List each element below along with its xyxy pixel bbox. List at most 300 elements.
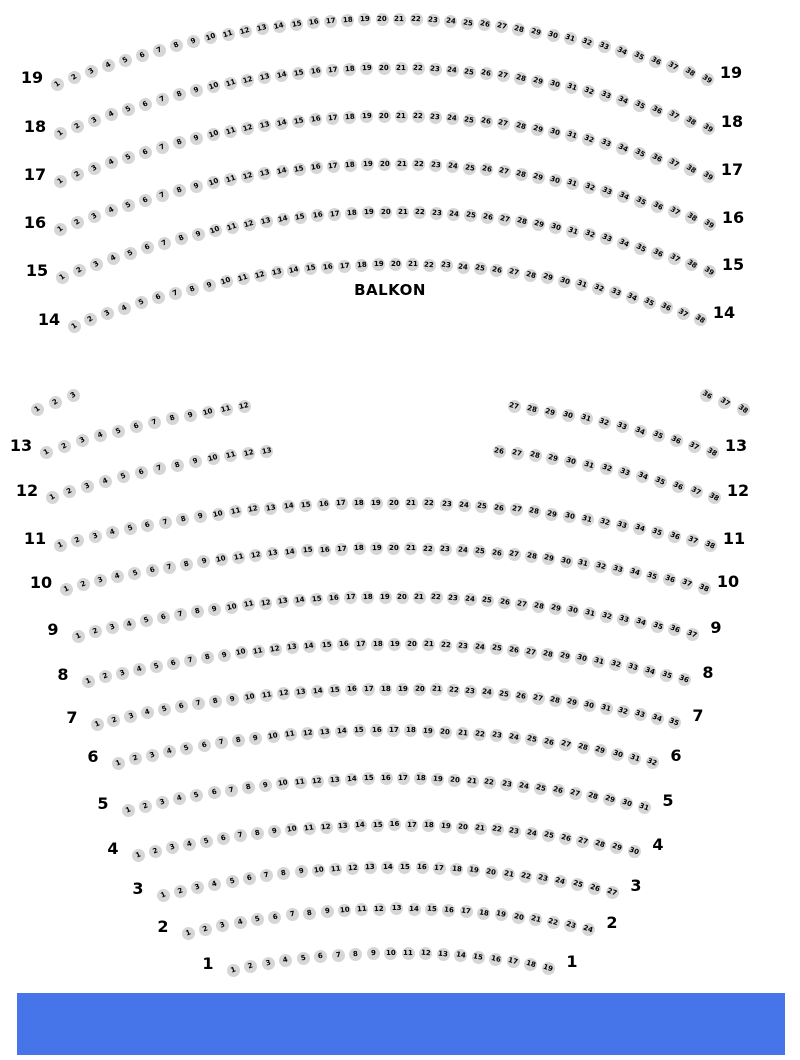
seat-balkon-row17-28[interactable]: [514, 120, 527, 133]
seat-balkon-row15-23[interactable]: [430, 207, 443, 220]
seat-parkett-row11-32[interactable]: [598, 516, 611, 529]
seat-parkett-row7-14[interactable]: [311, 685, 324, 698]
seat-parkett-row4-27[interactable]: [576, 835, 589, 848]
seat-balkon-row15-30[interactable]: [549, 221, 562, 234]
seat-parkett-row7-20[interactable]: [413, 683, 426, 696]
seat-balkon-row16-25[interactable]: [463, 162, 476, 175]
seat-parkett-row13-30[interactable]: [562, 409, 575, 422]
seat-parkett-row7-19[interactable]: [396, 683, 409, 696]
seat-parkett-row8-18[interactable]: [371, 638, 384, 651]
seat-balkon-row14-4[interactable]: [118, 302, 131, 315]
seat-parkett-row11-33[interactable]: [616, 519, 629, 532]
seat-parkett-row5-2[interactable]: [139, 800, 152, 813]
seat-parkett-row11-2[interactable]: [71, 534, 84, 547]
seat-balkon-row14-27[interactable]: [507, 266, 520, 279]
seat-parkett-row6-22[interactable]: [473, 728, 486, 741]
seat-parkett-row7-9[interactable]: [226, 693, 239, 706]
seat-balkon-row18-2[interactable]: [71, 120, 84, 133]
seat-parkett-row12-29[interactable]: [546, 452, 559, 465]
seat-parkett-row6-25[interactable]: [525, 733, 538, 746]
seat-parkett-row9-28[interactable]: [532, 600, 545, 613]
seat-parkett-row4-9[interactable]: [268, 825, 281, 838]
seat-balkon-row14-16[interactable]: [321, 261, 334, 274]
seat-balkon-row15-35[interactable]: [634, 242, 647, 255]
seat-parkett-row11-21[interactable]: [405, 497, 418, 510]
seat-parkett-row13-8[interactable]: [166, 412, 179, 425]
seat-balkon-row17-19[interactable]: [360, 110, 373, 123]
seat-parkett-row2-11[interactable]: [355, 903, 368, 916]
seat-parkett-row13-31[interactable]: [580, 412, 593, 425]
seat-parkett-row6-27[interactable]: [559, 738, 572, 751]
seat-balkon-row14-19[interactable]: [372, 258, 385, 271]
seat-parkett-row6-8[interactable]: [232, 734, 245, 747]
seat-parkett-row1-7[interactable]: [332, 949, 345, 962]
seat-balkon-row16-22[interactable]: [412, 158, 425, 171]
seat-parkett-row5-13[interactable]: [328, 774, 341, 787]
seat-parkett-row4-22[interactable]: [491, 823, 504, 836]
seat-parkett-row5-27[interactable]: [569, 787, 582, 800]
seat-parkett-row12-6[interactable]: [135, 466, 148, 479]
seat-balkon-row17-27[interactable]: [497, 117, 510, 130]
seat-parkett-row9-11[interactable]: [242, 598, 255, 611]
seat-parkett-row2-14[interactable]: [408, 903, 421, 916]
seat-parkett-row1-12[interactable]: [419, 947, 432, 960]
seat-parkett-row8-13[interactable]: [286, 641, 299, 654]
seat-parkett-row2-16[interactable]: [442, 904, 455, 917]
seat-balkon-row14-6[interactable]: [152, 291, 165, 304]
seat-parkett-row9-32[interactable]: [600, 610, 613, 623]
seat-balkon-row19-25[interactable]: [461, 17, 474, 30]
seat-parkett-row11-4[interactable]: [106, 526, 119, 539]
seat-parkett-row2-5[interactable]: [251, 913, 264, 926]
seat-balkon-row14-24[interactable]: [457, 261, 470, 274]
seat-parkett-row10-16[interactable]: [318, 544, 331, 557]
seat-parkett-row8-11[interactable]: [252, 645, 265, 658]
seat-parkett-row4-16[interactable]: [388, 818, 401, 831]
seat-parkett-row7-3[interactable]: [124, 710, 137, 723]
seat-parkett-row10-28[interactable]: [525, 550, 538, 563]
seat-parkett-row12-36[interactable]: [672, 480, 685, 493]
seat-balkon-row14-25[interactable]: [474, 262, 487, 275]
seat-balkon-row18-27[interactable]: [497, 69, 510, 82]
seat-balkon-row19-36[interactable]: [649, 55, 662, 68]
seat-parkett-row10-35[interactable]: [646, 570, 659, 583]
seat-parkett-row8-20[interactable]: [405, 638, 418, 651]
seat-parkett-row12-4[interactable]: [99, 475, 112, 488]
seat-parkett-row9-5[interactable]: [140, 614, 153, 627]
seat-balkon-row19-35[interactable]: [632, 50, 645, 63]
seat-balkon-row16-27[interactable]: [498, 165, 511, 178]
seat-balkon-row16-14[interactable]: [276, 165, 289, 178]
seat-balkon-row19-13[interactable]: [256, 22, 269, 35]
seat-balkon-row15-28[interactable]: [515, 215, 528, 228]
seat-balkon-row16-30[interactable]: [549, 174, 562, 187]
seat-balkon-row19-37[interactable]: [666, 60, 679, 73]
seat-balkon-row17-30[interactable]: [548, 126, 561, 139]
seat-parkett-row5-20[interactable]: [448, 774, 461, 787]
seat-balkon-row17-7[interactable]: [156, 141, 169, 154]
seat-parkett-row11-31[interactable]: [581, 513, 594, 526]
seat-parkett-row2-7[interactable]: [286, 908, 299, 921]
seat-parkett-row5-29[interactable]: [603, 793, 616, 806]
seat-balkon-row14-5[interactable]: [135, 296, 148, 309]
seat-parkett-row7-21[interactable]: [430, 683, 443, 696]
seat-balkon-row18-9[interactable]: [190, 84, 203, 97]
seat-balkon-row16-36[interactable]: [651, 200, 664, 213]
seat-parkett-row5-9[interactable]: [259, 779, 272, 792]
seat-parkett-row12-37[interactable]: [690, 485, 703, 498]
seat-parkett-row11-19[interactable]: [370, 497, 383, 510]
seat-balkon-row14-3[interactable]: [101, 307, 114, 320]
seat-parkett-row9-2[interactable]: [89, 625, 102, 638]
seat-parkett-row2-6[interactable]: [268, 911, 281, 924]
seat-parkett-row9-16[interactable]: [327, 592, 340, 605]
seat-balkon-row18-22[interactable]: [412, 62, 425, 75]
seat-balkon-row17-9[interactable]: [190, 132, 203, 145]
seat-parkett-row13-7[interactable]: [148, 416, 161, 429]
seat-parkett-row5-8[interactable]: [242, 781, 255, 794]
seat-balkon-row18-19[interactable]: [360, 62, 373, 75]
seat-parkett-row10-27[interactable]: [508, 548, 521, 561]
seat-parkett-row2-12[interactable]: [373, 903, 386, 916]
seat-balkon-row17-14[interactable]: [275, 117, 288, 130]
seat-parkett-row2-19[interactable]: [495, 908, 508, 921]
seat-balkon-row14-17[interactable]: [338, 260, 351, 273]
seat-balkon-row18-7[interactable]: [156, 93, 169, 106]
seat-parkett-row8-8[interactable]: [201, 651, 214, 664]
seat-parkett-row11-15[interactable]: [299, 499, 312, 512]
seat-balkon-row19-30[interactable]: [547, 29, 560, 42]
seat-balkon-row17-18[interactable]: [343, 111, 356, 124]
seat-parkett-row9-4[interactable]: [123, 618, 136, 631]
seat-parkett-row4-18[interactable]: [422, 819, 435, 832]
seat-parkett-row9-36[interactable]: [668, 623, 681, 636]
seat-balkon-row16-10[interactable]: [207, 176, 220, 189]
seat-parkett-row13-36[interactable]: [670, 434, 683, 447]
seat-parkett-row5-4[interactable]: [173, 792, 186, 805]
seat-parkett-row13-9[interactable]: [184, 409, 197, 422]
seat-parkett-row1-8[interactable]: [349, 948, 362, 961]
seat-parkett-row11-28[interactable]: [528, 505, 541, 518]
seat-parkett-row3-2[interactable]: [174, 885, 187, 898]
seat-balkon-row14-20[interactable]: [389, 258, 402, 271]
seat-balkon-row15-33[interactable]: [600, 232, 613, 245]
seat-parkett-row10-23[interactable]: [439, 543, 452, 556]
seat-balkon-row19-2[interactable]: [68, 71, 81, 84]
seat-parkett-row13-35[interactable]: [652, 429, 665, 442]
seat-parkett-row6-2[interactable]: [129, 752, 142, 765]
seat-parkett-row5-6[interactable]: [208, 786, 221, 799]
seat-parkett-row1-3[interactable]: [262, 957, 275, 970]
seat-balkon-row18-3[interactable]: [88, 114, 101, 127]
seat-parkett-row10-12[interactable]: [249, 549, 262, 562]
seat-balkon-row17-24[interactable]: [446, 112, 459, 125]
seat-parkett-row10-24[interactable]: [456, 544, 469, 557]
seat-parkett-row10-21[interactable]: [404, 542, 417, 555]
seat-balkon-row15-11[interactable]: [226, 221, 239, 234]
seat-parkett-row10-18[interactable]: [353, 542, 366, 555]
seat-balkon-row19-4[interactable]: [102, 59, 115, 72]
seat-parkett-row3-3[interactable]: [191, 881, 204, 894]
seat-parkett-row11-6[interactable]: [141, 519, 154, 532]
seat-balkon-row16-31[interactable]: [566, 177, 579, 190]
seat-parkett-row4-3[interactable]: [166, 841, 179, 854]
seat-balkon-row16-18[interactable]: [344, 159, 357, 172]
seat-parkett-row9-14[interactable]: [293, 594, 306, 607]
seat-parkett-row13-27[interactable]: [508, 400, 521, 413]
seat-parkett-row11-34[interactable]: [633, 522, 646, 535]
seat-parkett-row2-9[interactable]: [321, 905, 334, 918]
seat-parkett-row9-31[interactable]: [583, 607, 596, 620]
seat-balkon-row16-38[interactable]: [685, 211, 698, 224]
seat-parkett-row10-31[interactable]: [577, 557, 590, 570]
seat-parkett-row11-18[interactable]: [352, 497, 365, 510]
seat-parkett-row12-35[interactable]: [654, 475, 667, 488]
seat-balkon-row18-17[interactable]: [326, 64, 339, 77]
seat-parkett-row7-27[interactable]: [532, 692, 545, 705]
seat-parkett-row5-18[interactable]: [414, 772, 427, 785]
seat-balkon-row15-4[interactable]: [107, 252, 120, 265]
seat-balkon-row16-33[interactable]: [600, 185, 613, 198]
seat-balkon-row17-11[interactable]: [224, 125, 237, 138]
seat-parkett-row9-9[interactable]: [208, 603, 221, 616]
seat-parkett-row3-15[interactable]: [398, 861, 411, 874]
seat-balkon-row19-16[interactable]: [307, 16, 320, 29]
seat-parkett-row5-22[interactable]: [483, 776, 496, 789]
seat-balkon-row15-14[interactable]: [277, 213, 290, 226]
seat-balkon-row19-8[interactable]: [170, 39, 183, 52]
seat-parkett-row7-5[interactable]: [158, 703, 171, 716]
seat-parkett-row8-33[interactable]: [626, 661, 639, 674]
seat-parkett-row8-31[interactable]: [592, 655, 605, 668]
seat-parkett-row3-20[interactable]: [485, 866, 498, 879]
seat-parkett-rowbox-2[interactable]: [49, 396, 62, 409]
seat-balkon-row19-27[interactable]: [495, 20, 508, 33]
seat-parkett-row11-37[interactable]: [686, 534, 699, 547]
seat-balkon-row18-33[interactable]: [599, 89, 612, 102]
seat-balkon-row17-5[interactable]: [122, 151, 135, 164]
seat-balkon-row18-23[interactable]: [429, 63, 442, 76]
seat-balkon-row15-2[interactable]: [73, 264, 86, 277]
seat-parkett-row2-8[interactable]: [303, 907, 316, 920]
seat-parkett-row12-11[interactable]: [224, 449, 237, 462]
seat-parkett-row8-24[interactable]: [473, 641, 486, 654]
seat-balkon-row15-7[interactable]: [158, 237, 171, 250]
seat-parkett-row6-24[interactable]: [508, 731, 521, 744]
seat-balkon-row18-6[interactable]: [139, 98, 152, 111]
seat-parkett-row12-2[interactable]: [63, 485, 76, 498]
seat-balkon-row19-24[interactable]: [444, 15, 457, 28]
seat-parkett-row11-5[interactable]: [124, 522, 137, 535]
seat-balkon-row14-32[interactable]: [592, 282, 605, 295]
seat-parkett-row10-22[interactable]: [422, 543, 435, 556]
seat-parkett-row7-10[interactable]: [243, 691, 256, 704]
seat-parkett-row9-18[interactable]: [361, 591, 374, 604]
seat-balkon-row14-15[interactable]: [304, 262, 317, 275]
seat-parkett-row8-7[interactable]: [184, 654, 197, 667]
seat-parkett-row11-9[interactable]: [194, 510, 207, 523]
seat-balkon-row19-32[interactable]: [581, 36, 594, 49]
seat-parkett-row13-33[interactable]: [616, 420, 629, 433]
seat-parkett-row3-10[interactable]: [312, 864, 325, 877]
seat-balkon-row14-9[interactable]: [203, 279, 216, 292]
seat-parkett-row8-10[interactable]: [235, 646, 248, 659]
seat-parkett-row5-5[interactable]: [190, 789, 203, 802]
seat-balkon-row18-14[interactable]: [275, 69, 288, 82]
seat-parkett-row8-15[interactable]: [320, 639, 333, 652]
seat-parkett-row9-3[interactable]: [106, 621, 119, 634]
seat-parkett-row9-10[interactable]: [225, 601, 238, 614]
seat-parkett-row3-19[interactable]: [467, 864, 480, 877]
seat-balkon-row18-5[interactable]: [122, 103, 135, 116]
seat-parkett-row4-24[interactable]: [525, 827, 538, 840]
seat-parkett-row3-16[interactable]: [416, 861, 429, 874]
seat-balkon-row19-20[interactable]: [376, 13, 389, 26]
seat-parkett-row9-7[interactable]: [174, 608, 187, 621]
seat-parkett-row8-4[interactable]: [133, 663, 146, 676]
seat-parkett-row7-30[interactable]: [583, 699, 596, 712]
seat-balkon-row18-18[interactable]: [343, 63, 356, 76]
seat-parkett-row7-22[interactable]: [447, 684, 460, 697]
seat-parkett-row8-2[interactable]: [99, 670, 112, 683]
seat-parkett-row8-14[interactable]: [303, 640, 316, 653]
seat-parkett-row11-36[interactable]: [668, 530, 681, 543]
seat-parkett-row12-8[interactable]: [171, 459, 184, 472]
seat-parkett-row6-3[interactable]: [146, 749, 159, 762]
seat-parkett-row12-13[interactable]: [260, 445, 273, 458]
seat-balkon-row16-34[interactable]: [617, 190, 630, 203]
seat-parkett-row10-10[interactable]: [215, 553, 228, 566]
seat-parkett-row1-17[interactable]: [507, 955, 520, 968]
seat-parkett-row12-30[interactable]: [564, 455, 577, 468]
seat-parkett-row7-8[interactable]: [209, 695, 222, 708]
seat-balkon-row18-4[interactable]: [105, 108, 118, 121]
seat-balkon-row16-11[interactable]: [224, 173, 237, 186]
seat-parkett-row7-25[interactable]: [498, 688, 511, 701]
seat-parkett-row12-10[interactable]: [207, 452, 220, 465]
seat-balkon-row14-29[interactable]: [541, 271, 554, 284]
seat-balkon-row19-7[interactable]: [153, 44, 166, 57]
seat-balkon-row14-30[interactable]: [558, 275, 571, 288]
seat-parkett-row4-15[interactable]: [371, 819, 384, 832]
seat-balkon-row17-15[interactable]: [292, 115, 305, 128]
seat-parkett-row5-17[interactable]: [397, 772, 410, 785]
seat-parkett-row2-18[interactable]: [477, 907, 490, 920]
seat-parkett-row5-30[interactable]: [620, 797, 633, 810]
seat-parkett-row10-34[interactable]: [629, 566, 642, 579]
seat-balkon-row16-9[interactable]: [190, 180, 203, 193]
seat-parkett-row5-7[interactable]: [225, 784, 238, 797]
seat-balkon-row16-16[interactable]: [310, 161, 323, 174]
seat-balkon-row17-38[interactable]: [684, 163, 697, 176]
seat-parkett-row10-15[interactable]: [301, 544, 314, 557]
seat-parkett-row8-26[interactable]: [507, 644, 520, 657]
seat-balkon-row15-21[interactable]: [396, 206, 409, 219]
seat-parkett-row1-2[interactable]: [244, 960, 257, 973]
seat-parkett-row6-14[interactable]: [335, 725, 348, 738]
seat-parkett-row11-22[interactable]: [422, 497, 435, 510]
seat-balkon-row17-25[interactable]: [463, 114, 476, 127]
seat-parkett-row8-16[interactable]: [337, 638, 350, 651]
seat-parkett-row1-6[interactable]: [314, 950, 327, 963]
seat-parkett-row3-4[interactable]: [208, 878, 221, 891]
seat-parkett-row3-26[interactable]: [588, 882, 601, 895]
seat-balkon-row14-22[interactable]: [423, 259, 436, 272]
seat-parkett-row4-21[interactable]: [474, 822, 487, 835]
seat-balkon-row15-15[interactable]: [294, 211, 307, 224]
seat-parkett-row10-25[interactable]: [473, 545, 486, 558]
seat-parkett-row1-13[interactable]: [437, 948, 450, 961]
seat-parkett-row2-3[interactable]: [216, 919, 229, 932]
seat-balkon-row17-4[interactable]: [105, 156, 118, 169]
seat-parkett-row3-5[interactable]: [226, 875, 239, 888]
seat-parkett-row13-34[interactable]: [634, 425, 647, 438]
seat-balkon-row16-12[interactable]: [241, 170, 254, 183]
seat-balkon-row15-22[interactable]: [413, 206, 426, 219]
seat-parkett-row3-14[interactable]: [381, 861, 394, 874]
seat-balkon-row15-10[interactable]: [209, 224, 222, 237]
seat-parkett-row10-32[interactable]: [594, 560, 607, 573]
seat-balkon-row18-24[interactable]: [446, 64, 459, 77]
seat-balkon-row14-18[interactable]: [355, 259, 368, 272]
seat-parkett-row1-16[interactable]: [489, 953, 502, 966]
seat-parkett-row13-29[interactable]: [544, 406, 557, 419]
seat-parkett-row7-13[interactable]: [294, 686, 307, 699]
seat-parkett-row1-14[interactable]: [454, 949, 467, 962]
seat-parkett-row3-18[interactable]: [450, 863, 463, 876]
seat-parkett-row10-33[interactable]: [611, 563, 624, 576]
seat-balkon-row17-6[interactable]: [139, 146, 152, 159]
seat-parkett-row5-25[interactable]: [534, 782, 547, 795]
seat-balkon-row18-21[interactable]: [395, 62, 408, 75]
seat-balkon-row16-17[interactable]: [327, 160, 340, 173]
seat-balkon-row15-32[interactable]: [583, 228, 596, 241]
seat-parkett-row5-19[interactable]: [431, 773, 444, 786]
seat-parkett-row10-17[interactable]: [335, 543, 348, 556]
seat-parkett-row11-26[interactable]: [493, 502, 506, 515]
seat-parkett-row8-5[interactable]: [150, 660, 163, 673]
seat-balkon-row19-34[interactable]: [615, 45, 628, 58]
seat-parkett-row11-30[interactable]: [563, 510, 576, 523]
seat-parkett-rowbox-37[interactable]: [718, 396, 731, 409]
seat-parkett-row9-26[interactable]: [498, 596, 511, 609]
seat-parkett-row8-25[interactable]: [490, 642, 503, 655]
seat-parkett-row10-13[interactable]: [266, 547, 279, 560]
seat-parkett-row11-24[interactable]: [458, 499, 471, 512]
seat-balkon-row18-8[interactable]: [173, 88, 186, 101]
seat-parkett-row13-6[interactable]: [130, 420, 143, 433]
seat-parkett-row4-17[interactable]: [405, 819, 418, 832]
seat-balkon-row15-3[interactable]: [90, 258, 103, 271]
seat-balkon-row17-29[interactable]: [531, 123, 544, 136]
seat-balkon-row16-28[interactable]: [515, 168, 528, 181]
seat-parkett-row3-23[interactable]: [536, 872, 549, 885]
seat-balkon-row14-13[interactable]: [271, 266, 284, 279]
seat-parkett-row8-9[interactable]: [218, 649, 231, 662]
seat-balkon-row16-7[interactable]: [156, 189, 169, 202]
seat-parkett-row2-13[interactable]: [390, 902, 403, 915]
seat-balkon-row19-29[interactable]: [529, 26, 542, 39]
seat-parkett-row12-31[interactable]: [582, 459, 595, 472]
seat-parkett-row4-12[interactable]: [320, 821, 333, 834]
seat-parkett-row11-13[interactable]: [264, 502, 277, 515]
seat-balkon-row18-36[interactable]: [650, 104, 663, 117]
seat-balkon-row14-8[interactable]: [186, 283, 199, 296]
seat-parkett-row6-4[interactable]: [163, 745, 176, 758]
seat-balkon-row19-28[interactable]: [512, 23, 525, 36]
seat-parkett-row7-31[interactable]: [600, 702, 613, 715]
seat-parkett-row4-2[interactable]: [149, 845, 162, 858]
